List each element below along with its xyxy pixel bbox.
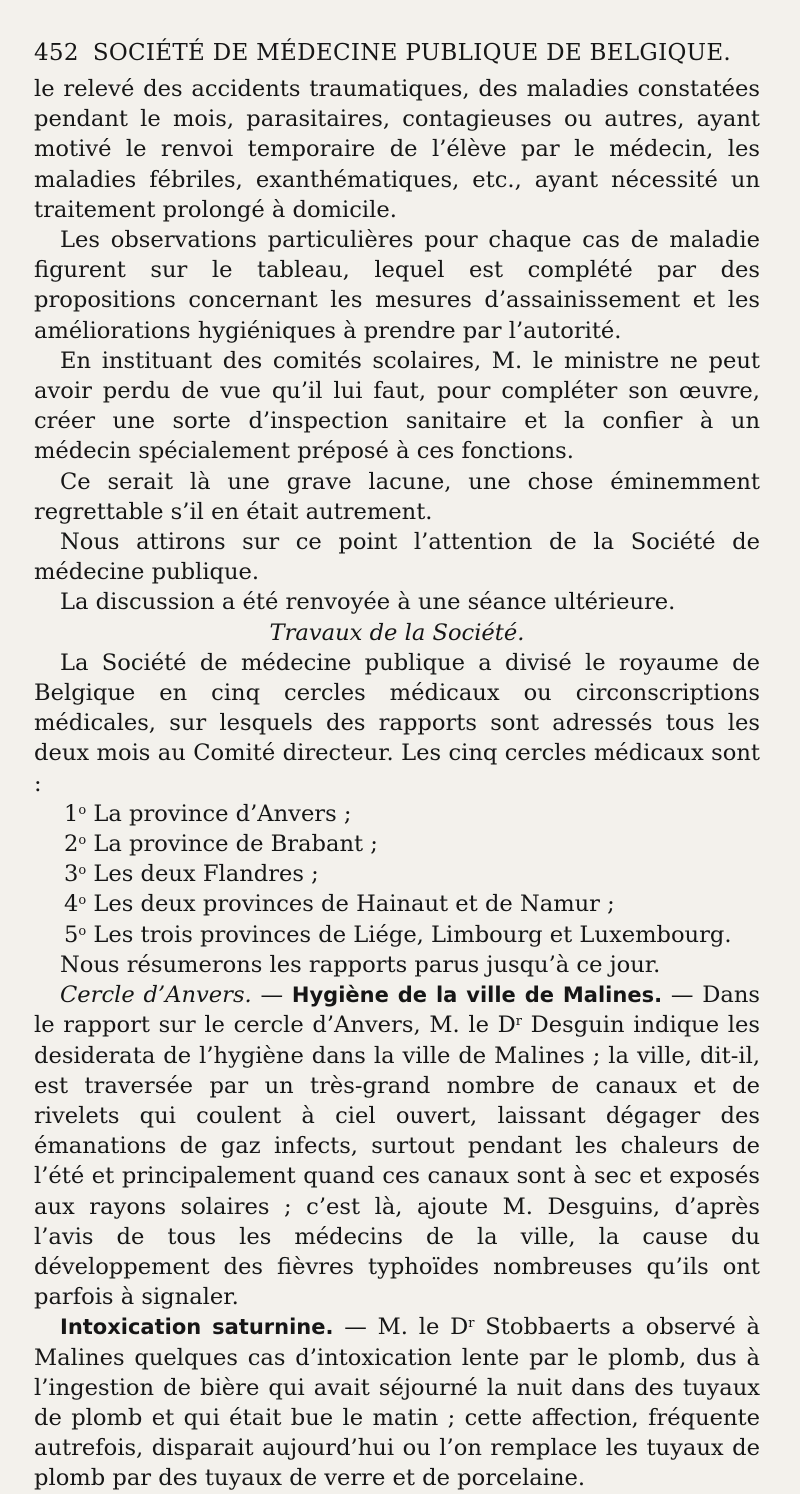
list-item	[34, 799, 760, 829]
list-number: 1	[64, 800, 79, 827]
paragraph-observations: Les observations particulières pour chaque cas de maladie figurent sur le tableau, lequel est complété par des propositions concernant les mesures d’assainissement et les améliorations hygiéniques à prendre par l’autorité.	[34, 227, 760, 344]
superscript-r: r	[515, 1014, 522, 1030]
lead-hygiene-malines: Hygiène de la ville de Malines.	[291, 983, 663, 1008]
lead-dash: —	[251, 982, 292, 1009]
list-number: 3	[64, 861, 79, 888]
paragraph-discussion: La discussion a été renvoyée à une séance ultérieure.	[60, 589, 676, 616]
list-item	[34, 920, 760, 950]
text-part-b: Stobbaerts a observé à Malines quelques cas d’intoxication lente par le plomb, dus à l’ingestion de bière qui avait séjourné la nuit dans des tuyaux de plomb et qui était bue le matin ; cette affection, fréquente autrefois, disparait aujourd’hui ou l’on remplace les tuyaux de plomb par des tuyaux de verre et de porcelaine.	[34, 1314, 760, 1492]
list-number: 4	[64, 891, 79, 918]
page-number: 452	[34, 40, 79, 66]
text-part-b: Desguin indique les desiderata de l’hygiène dans la ville de Malines ; la ville, dit-il, est traversée par un très-grand nombre de canaux et de rivelets qui coulent à ciel ouvert, laissant dégager des émanations de gaz infects, surtout pendant les chaleurs de l’été et principalement quand ces canaux sont à sec et exposés aux rayons solaires ; c’est là, ajoute M. Desguins, d’après l’avis de tous les médecins de la ville, la cause du développement des fièvres typhoïdes nombreuses qu’ils ont parfois à signaler.	[34, 1012, 761, 1311]
text-part-a: — M. le D	[333, 1314, 469, 1341]
paragraph-intoxication	[34, 1312, 760, 1493]
list-marker: o	[78, 802, 87, 818]
superscript-r: r	[468, 1316, 475, 1332]
list-text: Les trois provinces de Liége, Limbourg et Luxembourg.	[93, 921, 732, 948]
page-body	[34, 74, 760, 1494]
list-item	[34, 889, 760, 919]
list-marker: o	[78, 893, 87, 909]
list-text: La province d’Anvers ;	[93, 800, 352, 827]
paragraph-attention: Nous attirons sur ce point l’attention de la Société de médecine publique.	[34, 529, 760, 586]
list-text: Les deux provinces de Hainaut et de Namur ;	[93, 891, 615, 918]
lead-intoxication-saturnine: Intoxication saturnine.	[60, 1315, 334, 1340]
list-marker: o	[78, 833, 87, 849]
list-marker: o	[78, 923, 87, 939]
list-item	[34, 859, 760, 889]
paragraph-cercles: La Société de médecine publique a divisé le royaume de Belgique en cinq cercles médicaux ou circonscriptions médicales, sur lesquels des rapports sont adressés tous les deux mois au Comité directeur. Les cinq cercles médicaux sont :	[34, 649, 760, 797]
list-text: Les deux Flandres ;	[93, 861, 319, 888]
page-header	[34, 40, 760, 66]
list-marker: o	[78, 863, 87, 879]
paragraph-comites-scolaires: En instituant des comités scolaires, M. le ministre ne peut avoir perdu de vue qu’il lui faut, pour compléter son œuvre, créer une sorte d’inspection sanitaire et la confier à un médecin spécialement préposé à ces fonctions.	[34, 347, 760, 465]
list-number: 5	[64, 921, 79, 948]
paragraph-malines-hygiene	[34, 980, 760, 1312]
list-number: 2	[64, 831, 79, 858]
paragraph-continued: le relevé des accidents traumatiques, des maladies constatées pendant le mois, parasitaires, contagieuses ou autres, ayant motivé le renvoi temporaire de l’élève par le médecin, les maladies fébriles, exanthématiques, etc., ayant nécessité un traitement prolongé à domicile.	[34, 76, 760, 223]
lead-cercle-anvers: Cercle d’Anvers.	[60, 982, 252, 1009]
text-part-a: — Dans le rapport sur le cercle d’Anvers, M. le D	[34, 982, 760, 1039]
paragraph-lacune: Ce serait là une grave lacune, une chose éminemment regrettable s’il en était autrement.	[34, 468, 760, 525]
list-text: La province de Brabant ;	[93, 831, 378, 858]
running-title: SOCIÉTÉ DE MÉDECINE PUBLIQUE DE BELGIQUE.	[92, 40, 732, 66]
section-subheading: Travaux de la Société.	[269, 619, 525, 646]
list-item	[34, 829, 760, 859]
paragraph-resume: Nous résumerons les rapports parus jusqu’à ce jour.	[60, 951, 661, 978]
